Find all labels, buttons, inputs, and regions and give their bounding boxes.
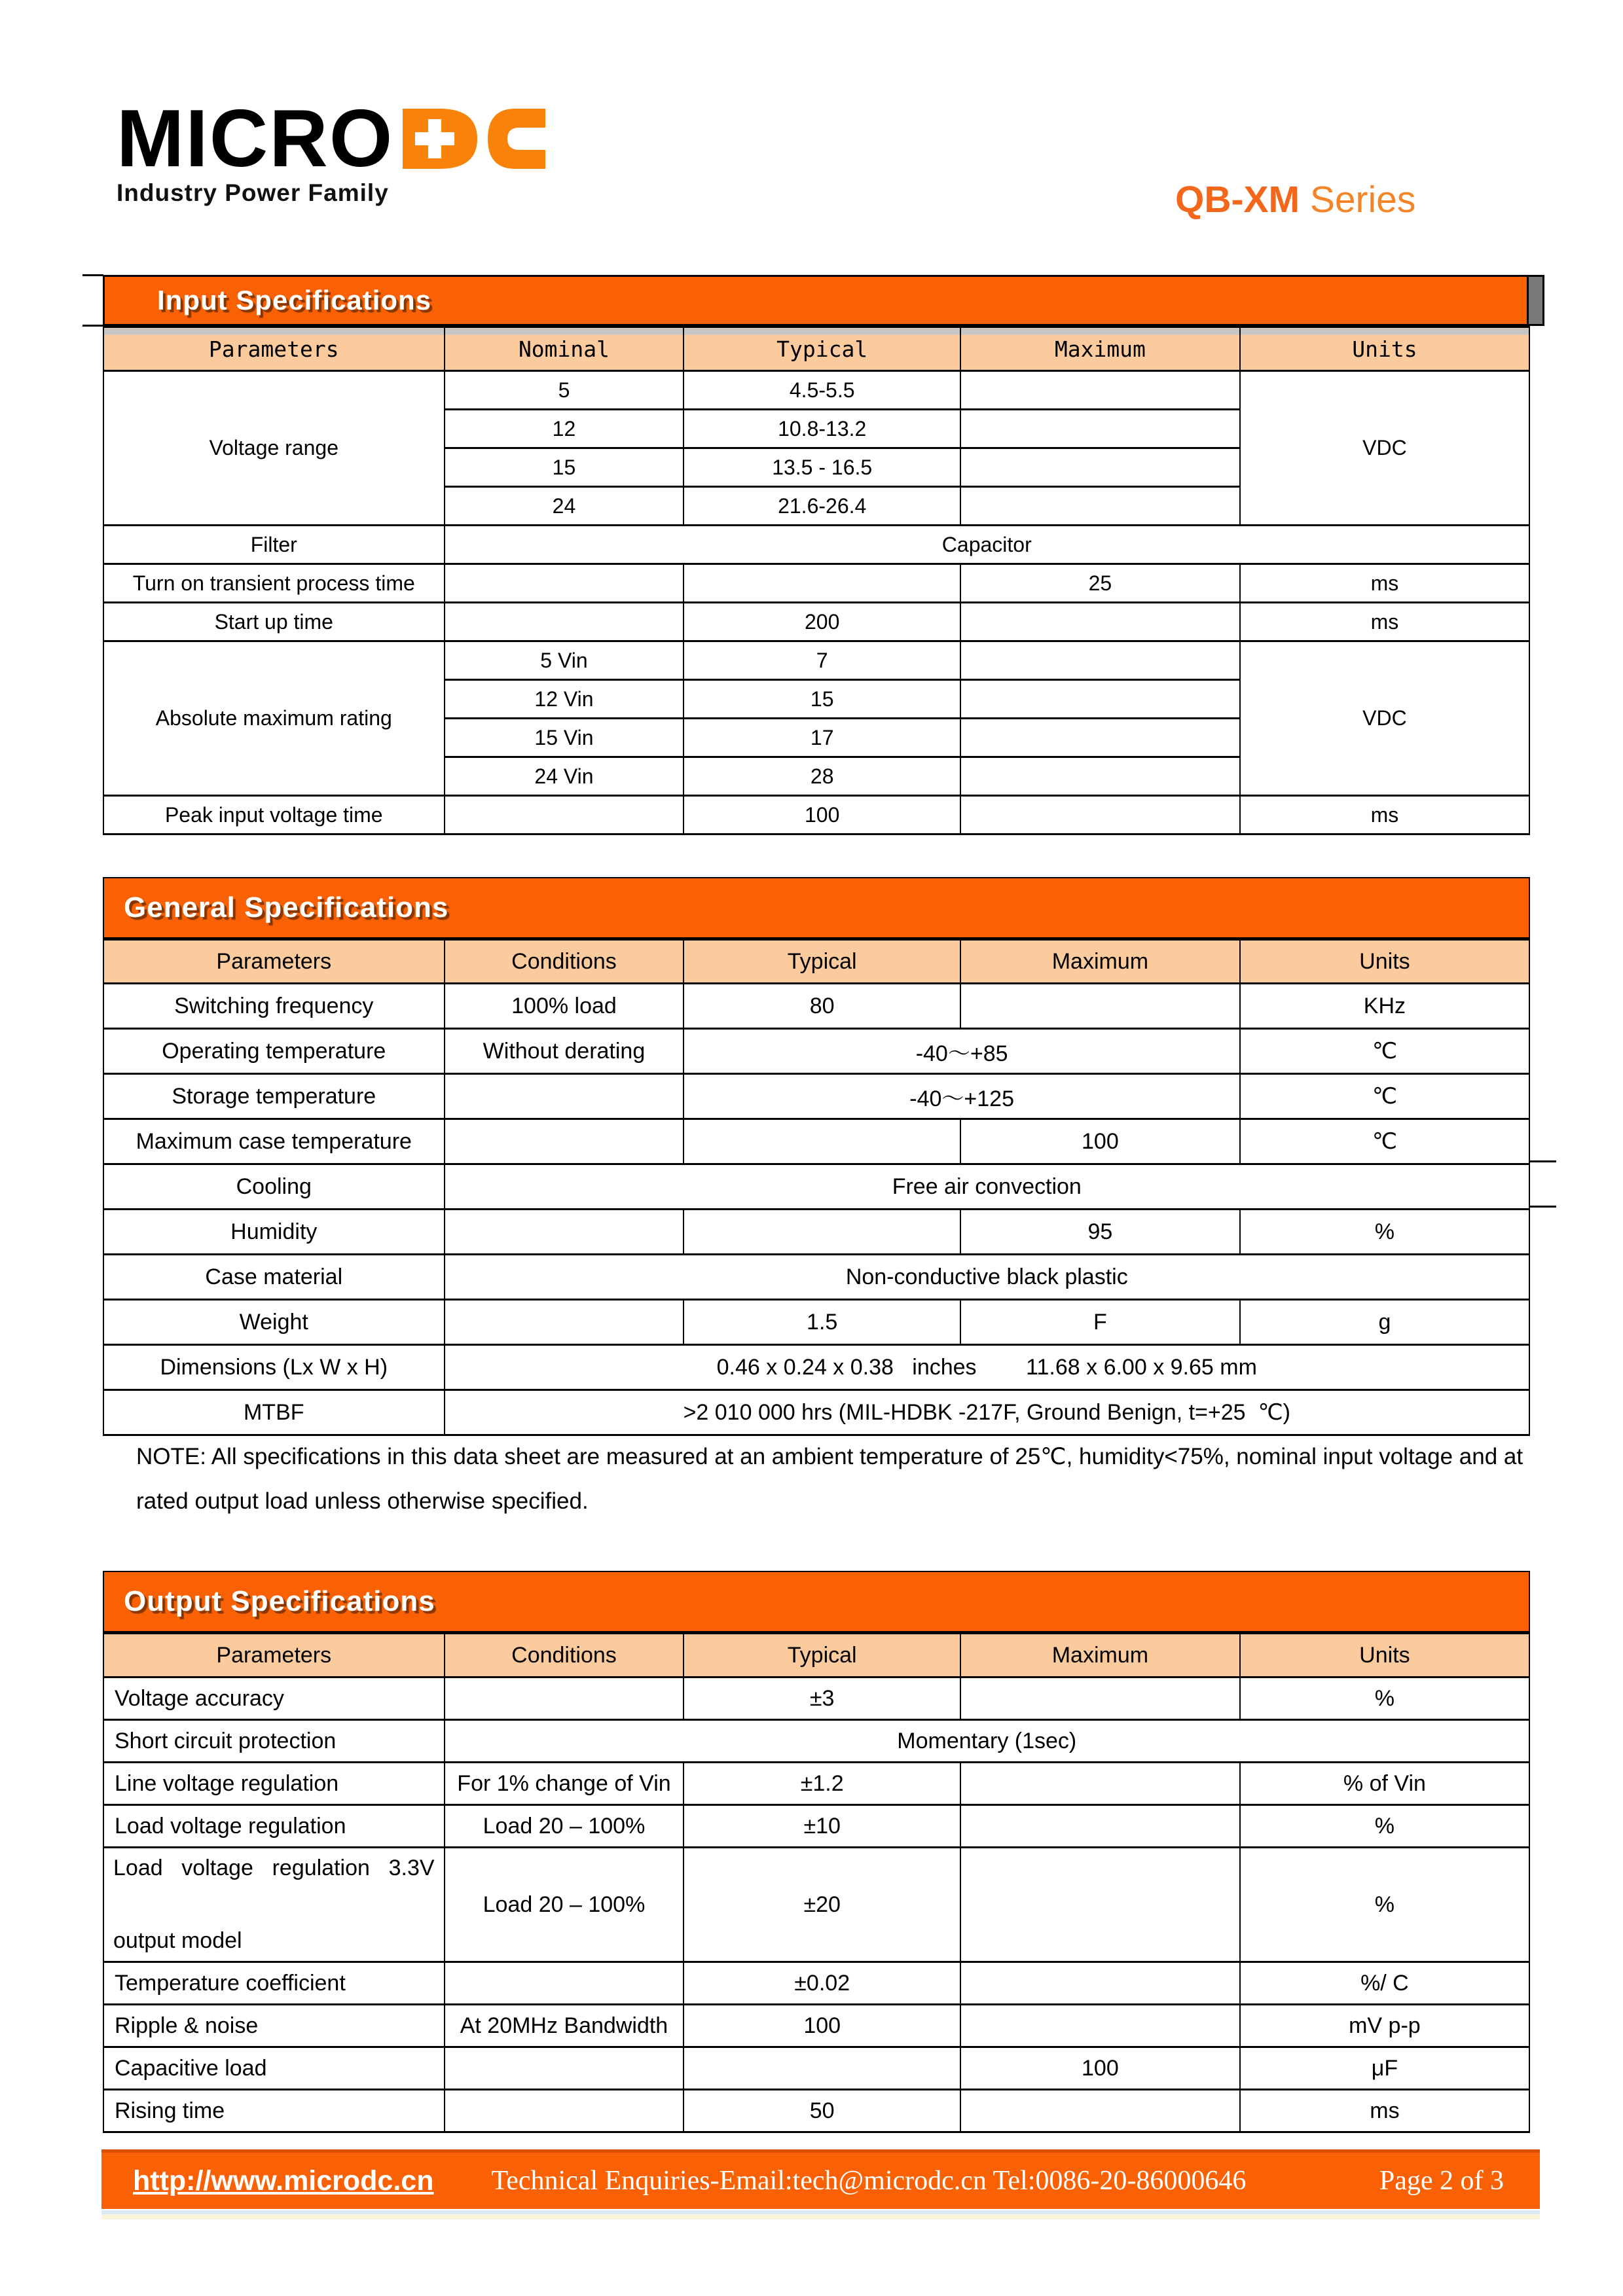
table-cell: % [1240, 1210, 1529, 1255]
output-section-banner [103, 1571, 1530, 1632]
table-cell: Short circuit protection [103, 1720, 445, 1763]
table-cell: Non-conductive black plastic [445, 1255, 1529, 1300]
logo-tagline: Industry Power Family [117, 179, 389, 206]
table-cell: ms [1240, 564, 1529, 603]
table-cell [445, 1300, 684, 1345]
column-header: Conditions [445, 940, 684, 984]
note-line-2: rated output load unless otherwise specified. [136, 1488, 589, 1514]
table-cell: 17 [684, 719, 960, 757]
page-footer [101, 2149, 1540, 2209]
note-line-1: NOTE: All specifications in this data sheet are measured at an ambient temperature of 25℃, humidity<75%, nominal input voltage and at [136, 1444, 1523, 1469]
table-cell: 5 Vin [445, 641, 684, 680]
table-row [103, 2047, 1529, 2090]
table-cell: VDC [1240, 371, 1529, 526]
column-header-row [103, 940, 1529, 984]
column-header: Nominal [445, 327, 684, 371]
table-row [103, 2005, 1529, 2047]
table-cell [684, 2047, 960, 2090]
table-cell [960, 1962, 1240, 2005]
column-header: Units [1240, 327, 1529, 371]
table-row [103, 1300, 1529, 1345]
border-artifact [1530, 1160, 1556, 1162]
table-cell: >2 010 000 hrs (MIL-HDBK -217F, Ground Benign, t=+25 ℃) [445, 1390, 1529, 1435]
column-header: Typical [684, 940, 960, 984]
table-cell: Free air convection [445, 1164, 1529, 1210]
output-spec-table [103, 1632, 1530, 2133]
table-cell [445, 796, 684, 834]
table-cell [445, 1074, 684, 1119]
column-header: Units [1240, 940, 1529, 984]
table-cell: 0.46 x 0.24 x 0.38 inches 11.68 x 6.00 x 9.65 mm [445, 1345, 1529, 1390]
table-cell: Case material [103, 1255, 445, 1300]
input-spec-table [103, 326, 1530, 835]
border-artifact [82, 325, 103, 327]
table-cell [445, 1210, 684, 1255]
table-cell: 7 [684, 641, 960, 680]
table-cell [445, 1962, 684, 2005]
table-cell [960, 487, 1240, 526]
footer-strip-cream [101, 2214, 1540, 2219]
column-header: Typical [684, 327, 960, 371]
table-cell: 28 [684, 757, 960, 796]
table-row [103, 641, 1529, 680]
table-cell [960, 1763, 1240, 1805]
table-cell: Dimensions (Lx W x H) [103, 1345, 445, 1390]
table-cell: MTBF [103, 1390, 445, 1435]
table-cell: Start up time [103, 603, 445, 641]
input-section-banner [103, 275, 1530, 326]
table-cell: Temperature coefficient [103, 1962, 445, 2005]
table-cell: 15 [445, 448, 684, 487]
table-row [103, 1720, 1529, 1763]
website-link[interactable]: http://www.microdc.cn [133, 2164, 434, 2197]
border-artifact [82, 274, 103, 276]
table-cell: Ripple & noise [103, 2005, 445, 2047]
table-cell [960, 1848, 1240, 1962]
general-section-banner [103, 877, 1530, 939]
table-cell: Without derating [445, 1029, 684, 1074]
table-cell: 15 [684, 680, 960, 719]
table-cell [960, 641, 1240, 680]
table-row [103, 1677, 1529, 1720]
table-cell: % [1240, 1848, 1529, 1962]
table-cell [960, 2090, 1240, 2132]
table-cell: Voltage range [103, 371, 445, 526]
table-cell: Turn on transient process time [103, 564, 445, 603]
table-cell: At 20MHz Bandwidth [445, 2005, 684, 2047]
table-row [103, 371, 1529, 410]
table-cell: 100 [684, 2005, 960, 2047]
table-cell: 95 [960, 1210, 1240, 1255]
table-row [103, 1763, 1529, 1805]
table-cell: Rising time [103, 2090, 445, 2132]
table-cell: 4.5-5.5 [684, 371, 960, 410]
table-cell: Load 20 – 100% [445, 1848, 684, 1962]
table-row [103, 526, 1529, 564]
table-cell [960, 448, 1240, 487]
table-cell: Peak input voltage time [103, 796, 445, 834]
table-cell: Voltage accuracy [103, 1677, 445, 1720]
table-cell: Absolute maximum rating [103, 641, 445, 796]
table-cell: ms [1240, 796, 1529, 834]
table-cell [960, 603, 1240, 641]
company-logo [117, 94, 545, 207]
table-cell [445, 603, 684, 641]
table-cell: % [1240, 1677, 1529, 1720]
table-cell: 24 [445, 487, 684, 526]
table-cell: % [1240, 1805, 1529, 1848]
column-header: Parameters [103, 1634, 445, 1677]
table-cell [960, 680, 1240, 719]
border-artifact [1530, 1206, 1556, 1208]
table-cell: Momentary (1sec) [445, 1720, 1529, 1763]
table-row [103, 1805, 1529, 1848]
general-section-title: General Specifications [124, 891, 449, 924]
logo-wordmark-micro: MICRO [117, 94, 394, 184]
table-cell: 12 [445, 410, 684, 448]
table-row [103, 564, 1529, 603]
table-cell: Operating temperature [103, 1029, 445, 1074]
column-header: Parameters [103, 940, 445, 984]
column-header: Units [1240, 1634, 1529, 1677]
table-cell: 5 [445, 371, 684, 410]
table-cell: 13.5 - 16.5 [684, 448, 960, 487]
table-cell: ±3 [684, 1677, 960, 1720]
table-cell: 24 Vin [445, 757, 684, 796]
table-cell: 1.5 [684, 1300, 960, 1345]
column-header: Parameters [103, 327, 445, 371]
table-cell: -40～+125 [684, 1074, 1239, 1119]
table-cell: Line voltage regulation [103, 1763, 445, 1805]
table-cell: 100% load [445, 984, 684, 1029]
table-cell [960, 371, 1240, 410]
table-row [103, 1210, 1529, 1255]
table-cell: VDC [1240, 641, 1529, 796]
table-cell: 80 [684, 984, 960, 1029]
table-cell [684, 564, 960, 603]
table-cell [960, 757, 1240, 796]
table-cell: KHz [1240, 984, 1529, 1029]
table-cell: ms [1240, 603, 1529, 641]
table-cell [445, 2047, 684, 2090]
table-cell: Switching frequency [103, 984, 445, 1029]
column-header: Maximum [960, 327, 1240, 371]
table-cell [960, 1677, 1240, 1720]
table-cell: 15 Vin [445, 719, 684, 757]
series-suffix: Series [1299, 179, 1416, 221]
table-cell: Filter [103, 526, 445, 564]
table-cell [445, 564, 684, 603]
table-cell: mV p-p [1240, 2005, 1529, 2047]
table-cell: ±20 [684, 1848, 960, 1962]
column-header-row [103, 327, 1529, 371]
table-cell [684, 1210, 960, 1255]
table-row [103, 1029, 1529, 1074]
table-cell: 200 [684, 603, 960, 641]
output-specifications-section [103, 1571, 1530, 2133]
table-cell: 10.8-13.2 [684, 410, 960, 448]
table-cell: μF [1240, 2047, 1529, 2090]
general-specifications-section [103, 877, 1530, 1436]
table-row [103, 1345, 1529, 1390]
table-cell: ms [1240, 2090, 1529, 2132]
table-row [103, 2090, 1529, 2132]
column-header: Maximum [960, 940, 1240, 984]
table-row [103, 1962, 1529, 2005]
table-row [103, 603, 1529, 641]
table-row [103, 1074, 1529, 1119]
table-cell: 100 [960, 1119, 1240, 1164]
output-section-title: Output Specifications [124, 1585, 435, 1617]
table-cell: ℃ [1240, 1119, 1529, 1164]
table-row [103, 796, 1529, 834]
column-header-row [103, 1634, 1529, 1677]
table-cell: Cooling [103, 1164, 445, 1210]
input-section-title: Input Specifications [157, 285, 432, 315]
table-cell [445, 1677, 684, 1720]
table-cell: Capacitive load [103, 2047, 445, 2090]
table-cell: g [1240, 1300, 1529, 1345]
banner-grey-block [1527, 275, 1544, 326]
table-cell: Load voltage regulation [103, 1805, 445, 1848]
table-row [103, 1390, 1529, 1435]
table-cell: 12 Vin [445, 680, 684, 719]
table-cell: Maximum case temperature [103, 1119, 445, 1164]
table-row [103, 1119, 1529, 1164]
table-cell: 50 [684, 2090, 960, 2132]
table-cell [684, 1119, 960, 1164]
table-row [103, 1164, 1529, 1210]
table-cell: Humidity [103, 1210, 445, 1255]
logo-row [117, 94, 545, 184]
table-cell: 21.6-26.4 [684, 487, 960, 526]
table-cell: ℃ [1240, 1074, 1529, 1119]
table-cell [960, 719, 1240, 757]
series-model: QB-XM [1175, 179, 1300, 221]
input-specifications-section [103, 275, 1530, 835]
measurement-note [136, 1444, 1544, 1515]
table-cell: Weight [103, 1300, 445, 1345]
table-cell: ±10 [684, 1805, 960, 1848]
table-cell: ℃ [1240, 1029, 1529, 1074]
table-cell: Capacitor [445, 526, 1529, 564]
table-cell [445, 2090, 684, 2132]
table-cell: 100 [960, 2047, 1240, 2090]
column-header: Conditions [445, 1634, 684, 1677]
contact-info: Technical Enquiries-Email:tech@microdc.cn Tel:0086-20-86000646 [491, 2166, 1247, 2196]
table-row [103, 1255, 1529, 1300]
table-cell [960, 2005, 1240, 2047]
logo-dc-icon [403, 109, 545, 169]
table-cell: -40～+85 [684, 1029, 1239, 1074]
table-cell: Load voltage regulation 3.3V output model [103, 1848, 445, 1962]
table-cell [960, 796, 1240, 834]
table-cell: ±1.2 [684, 1763, 960, 1805]
table-cell [445, 1119, 684, 1164]
page-number: Page 2 of 3 [1379, 2166, 1504, 2196]
table-cell [960, 984, 1240, 1029]
table-cell: Storage temperature [103, 1074, 445, 1119]
column-header: Typical [684, 1634, 960, 1677]
series-title [1175, 178, 1415, 221]
table-cell: %/ C [1240, 1962, 1529, 2005]
table-cell: Load 20 – 100% [445, 1805, 684, 1848]
general-spec-table [103, 939, 1530, 1436]
table-cell: ±0.02 [684, 1962, 960, 2005]
table-cell: % of Vin [1240, 1763, 1529, 1805]
table-row [103, 1848, 1529, 1962]
table-cell: 100 [684, 796, 960, 834]
table-cell [960, 1805, 1240, 1848]
table-cell: F [960, 1300, 1240, 1345]
table-cell [960, 410, 1240, 448]
table-cell: 25 [960, 564, 1240, 603]
table-cell: For 1% change of Vin [445, 1763, 684, 1805]
table-row [103, 984, 1529, 1029]
column-header: Maximum [960, 1634, 1240, 1677]
